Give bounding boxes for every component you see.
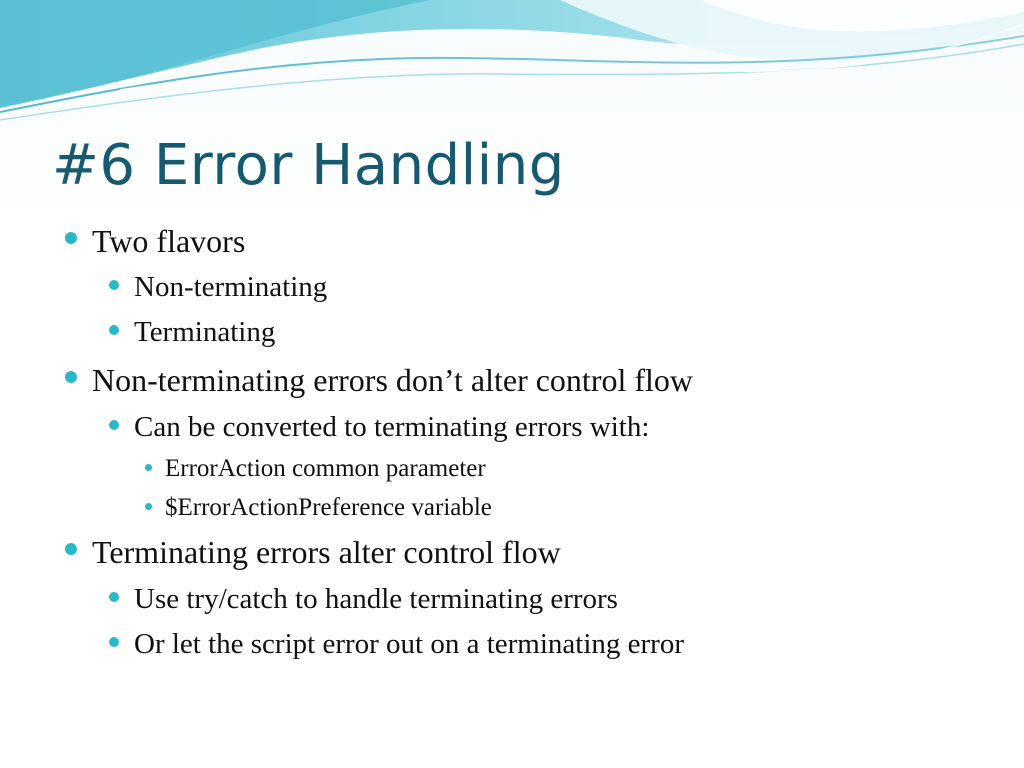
bullet-dot-icon <box>109 280 119 290</box>
bullet-item <box>92 532 561 572</box>
bullet-item <box>134 581 618 617</box>
bullet-text: $ErrorActionPreference variable <box>165 494 492 521</box>
bullet-dot-icon <box>65 371 77 383</box>
bullet-item <box>134 314 275 350</box>
bullet-text: Non-terminating errors don’t alter control flow <box>92 362 694 398</box>
bullet-dot-icon <box>65 543 77 555</box>
bullet-item <box>134 626 684 662</box>
bullet-item <box>92 221 245 261</box>
bullet-item <box>165 492 492 524</box>
bullet-dot-icon <box>109 592 119 602</box>
bullet-item <box>92 360 693 400</box>
bullet-text: Terminating errors alter control flow <box>92 534 561 570</box>
bullet-dot-icon <box>145 503 152 510</box>
bullet-text: Use try/catch to handle terminating errors <box>134 583 618 615</box>
bullet-item <box>165 453 486 485</box>
bullet-text: Terminating <box>134 316 276 348</box>
bullet-dot-icon <box>109 420 119 430</box>
slide-title: #6 Error Handling <box>52 133 565 198</box>
bullet-text: Two flavors <box>92 223 246 259</box>
bullet-dot-icon <box>145 464 152 471</box>
bullet-text: Can be converted to terminating errors with: <box>134 411 650 443</box>
bullet-text: Or let the script error out on a terminating error <box>134 628 684 660</box>
bullet-dot-icon <box>65 232 77 244</box>
bullet-text: ErrorAction common parameter <box>165 455 486 482</box>
bullet-dot-icon <box>109 637 119 647</box>
bullet-item <box>134 269 327 305</box>
bullet-dot-icon <box>109 325 119 335</box>
bullet-item <box>134 409 649 445</box>
bullet-text: Non-terminating <box>134 271 328 303</box>
wave-header-decoration <box>0 0 1024 130</box>
